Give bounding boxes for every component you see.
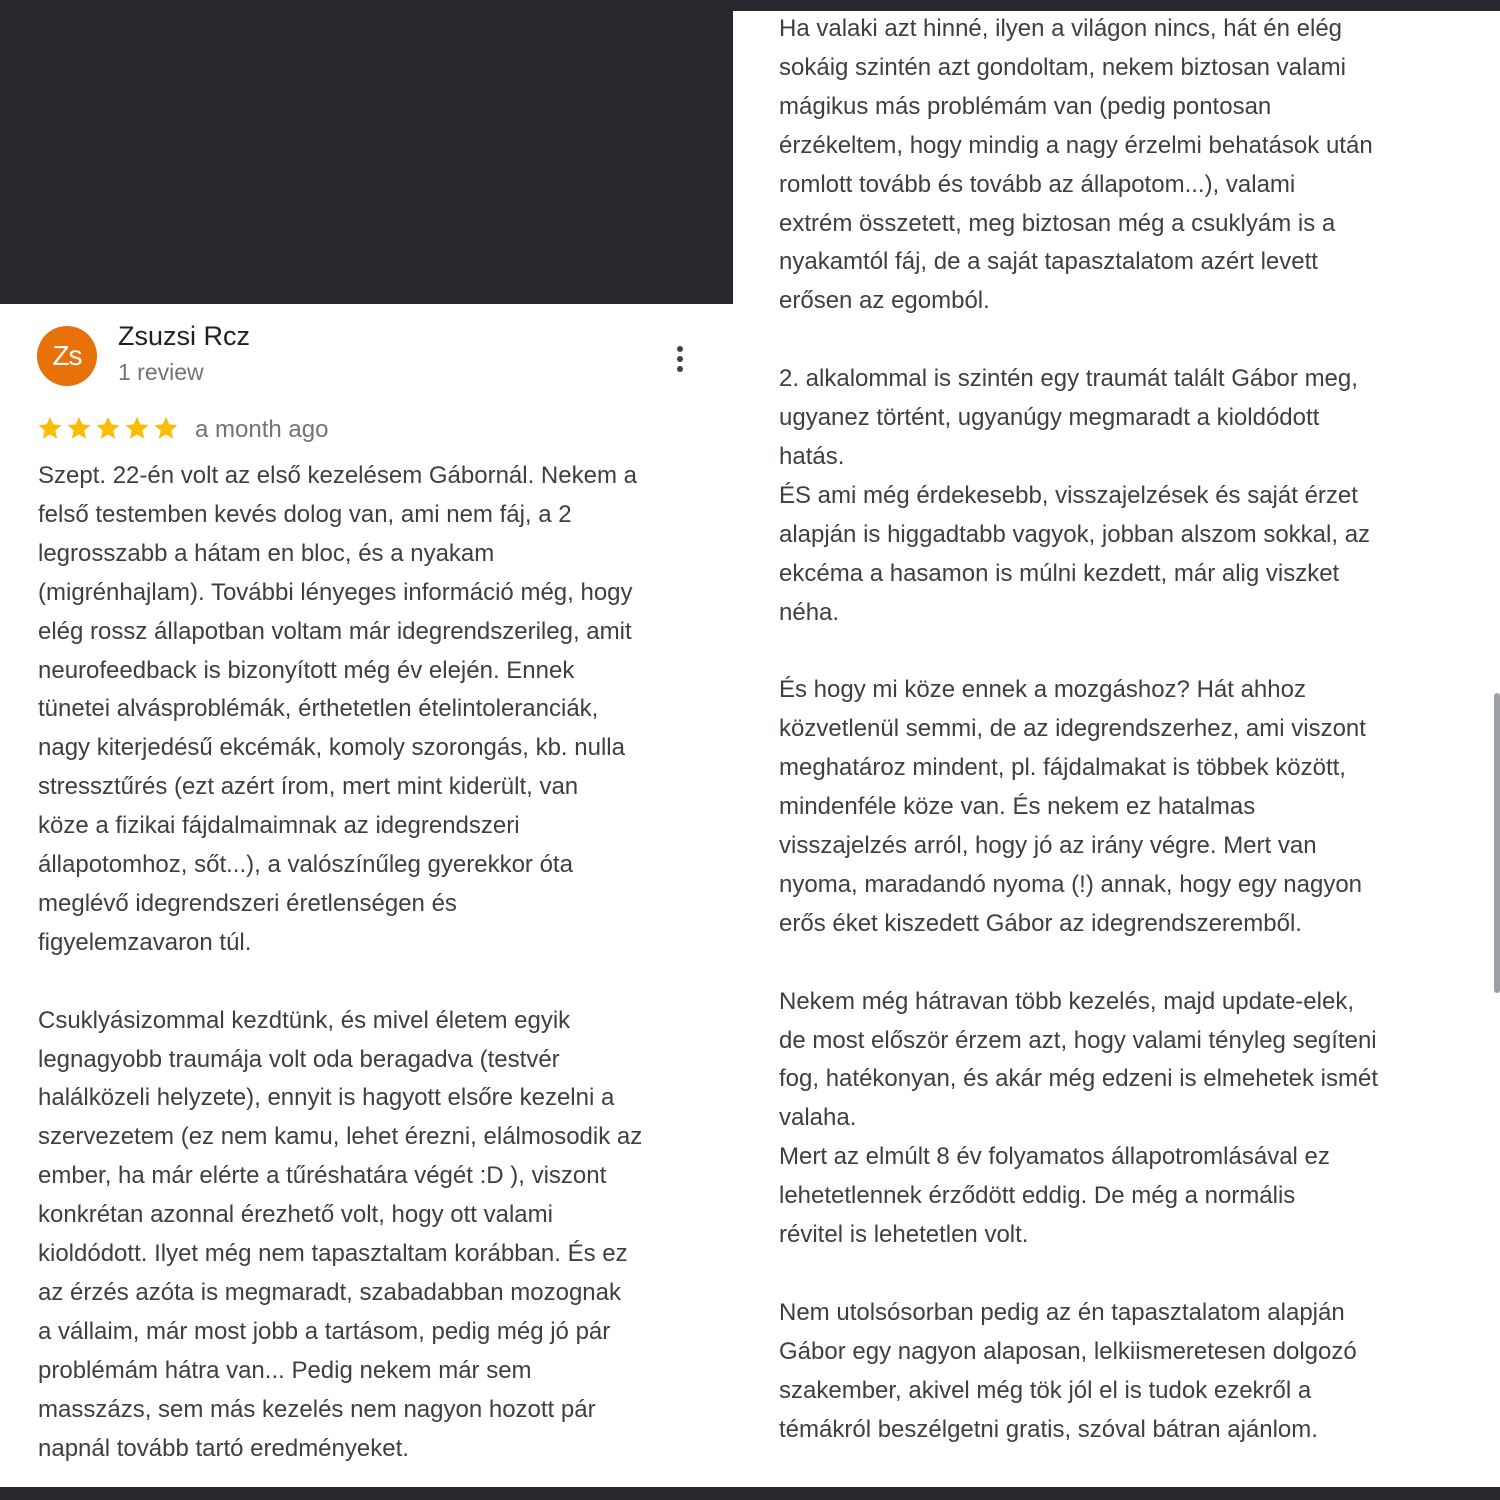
review-paragraph: Ha valaki azt hinné, ilyen a világon nincs, hát én elég sokáig szintén azt gondoltam, nekem biztosan valami mágikus más problémám van (pedig pontosan érzékeltem, hogy mindig a nagy érzelmi behatások után romlott tovább és tovább az állapotom...), valami extrém összetett, meg biztosan még a csuklyám is a nyakamtól fáj, de a saját tapasztalatom azért levett erősen az egomból. xyxy=(779,15,1373,315)
star-icon xyxy=(124,415,150,441)
review-paragraph: 2. alkalommal is szintén egy traumát talált Gábor meg, ugyanez történt, ugyanúgy megmaradt a kioldódott hatás. ÉS ami még érdekesebb, visszajelzések és saját érzet alapján is higgadtabb vagyok, jobban alszom sokkal, az ekcéma a hasamon is múlni kezdett, már alig viszket néha. xyxy=(779,365,1371,626)
star-icon xyxy=(66,415,92,441)
review-text-left xyxy=(38,457,718,1469)
review-text-right xyxy=(779,10,1479,1449)
bottom-dark-strip xyxy=(0,1487,1500,1500)
star-icon xyxy=(95,415,121,441)
reviewer-name[interactable]: Zsuzsi Rcz xyxy=(118,321,251,351)
dark-header-area xyxy=(0,0,733,304)
avatar[interactable] xyxy=(37,326,97,386)
scrollbar-thumb[interactable] xyxy=(1494,693,1500,993)
review-paragraph: Nekem még hátravan több kezelés, majd update-elek, de most először érzem azt, hogy valami tényleg segíteni fog, hatékonyan, és akár még edzeni is elmehetek ismét valaha. Mert az elmúlt 8 év folyamatos állapotromlásával ez lehetetlennek érződött eddig. De még a normális révitel is lehetetlen volt. xyxy=(779,987,1378,1249)
review-count: 1 review xyxy=(118,359,204,385)
review-paragraph: Csuklyásizommal kezdtünk, és mivel életem egyik legnagyobb traumája volt oda beragadva (testvér halálközeli helyzete), ennyit is hagyott elsőre kezelni a szervezetem (ez nem kamu, lehet érezni, elálmosodik az ember, ha már elérte a tűréshatára végét :D ), viszont konkrétan azonnal érezhető volt, hogy ott valami kioldódott. Ilyet még nem tapasztaltam korábban. És ez az érzés azóta is megmaradt, szabadabban mozognak a vállaim, már most jobb a tartásom, pedig még jó pár problémám hátra van... Pedig nekem már sem masszázs, sem más kezelés nem nagyon hozott pár napnál tovább tartó eredményeket. xyxy=(38,1006,643,1462)
star-rating xyxy=(37,415,179,441)
more-options-icon[interactable] xyxy=(668,340,692,378)
review-time: a month ago xyxy=(195,416,329,443)
review-paragraph: Nem utolsósorban pedig az én tapasztalatom alapján Gábor egy nagyon alaposan, lelkiismeretesen dolgozó szakember, akivel még tök jól el is tudok ezekről a témákról beszélgetni gratis, szóval bátran ajánlom. xyxy=(779,1298,1357,1443)
avatar-initials: Zs xyxy=(52,340,82,371)
star-icon xyxy=(37,415,63,441)
star-icon xyxy=(153,415,179,441)
review-paragraph: Szept. 22-én volt az első kezelésem Gábornál. Nekem a felső testemben kevés dolog van, ami nem fáj, a 2 legrosszabb a hátam en bloc, és a nyakam (migrénhajlam). További lényeges információ még, hogy elég rossz állapotban voltam már idegrendszerileg, amit neurofeedback is bizonyított még év elején. Ennek tünetei alvásproblémák, érthetetlen ételintoleranciák, nagy kiterjedésű ekcémák, komoly szorongás, kb. nulla stressztűrés (ezt azért írom, mert mint kiderült, van köze a fizikai fájdalmaimnak az idegrendszeri állapotomhoz, sőt...), a valószínűleg gyerekkor óta meglévő idegrendszeri éretlenségen és figyelemzavaron túl. xyxy=(38,462,637,956)
review-paragraph: És hogy mi köze ennek a mozgáshoz? Hát ahhoz közvetlenül semmi, de az idegrendszerhez, ami viszont meghatároz mindent, pl. fájdalmakat is többek között, mindenféle köze van. És nekem ez hatalmas visszajelzés arról, hogy jó az irány végre. Mert van nyoma, maradandó nyoma (!) annak, hogy egy nagyon erős éket kiszedett Gábor az idegrendszeremből. xyxy=(779,676,1366,937)
